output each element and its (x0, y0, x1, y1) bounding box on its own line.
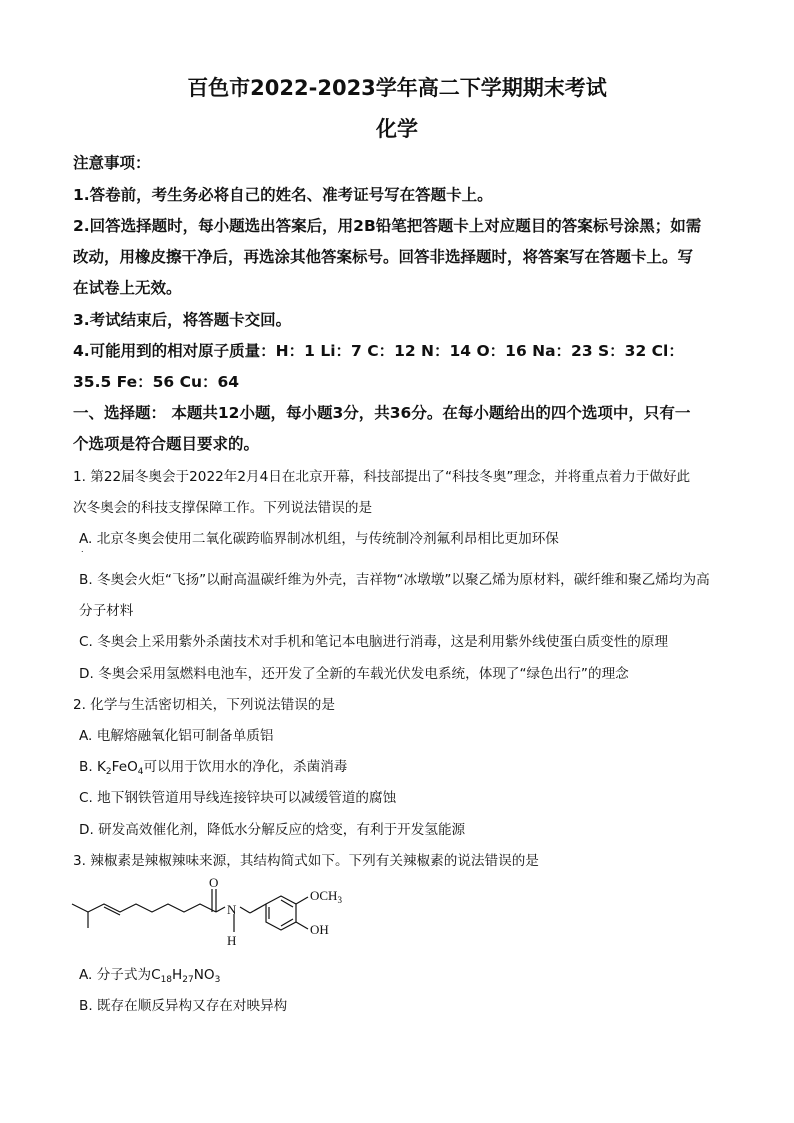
q1-stem-line-1: 1. 第22届冬奥会于2022年2月4日在北京开幕，科技部提出了“科技冬奥”理念，并将重点着力于做好此 (73, 469, 691, 485)
subject-title: 化学 (376, 117, 418, 141)
section-1-line-1: 一、选择题： 本题共12小题，每小题3分，共36分。在每小题给出的四个选项中，只有一 (73, 404, 691, 422)
q2-option-b: B. $K_2FeO_4$可以用于饮用水的净化，杀菌消毒 (79, 759, 348, 777)
q3-option-b: B. 既存在顺反异构又存在对映异构 (79, 998, 288, 1014)
stray-dot-mark: . (81, 545, 84, 554)
q2-stem: 2. 化学与生活密切相关，下列说法错误的是 (73, 697, 335, 713)
carbon-skeleton (72, 889, 308, 932)
q1-option-c: C. 冬奥会上采用紫外杀菌技术对手机和笔记本电脑进行消毒，这是利用紫外线使蛋白质变性的原理 (79, 634, 669, 650)
q2-option-d: D. 研发高效催化剂，降低水分解反应的焓变，有利于开发氢能源 (79, 822, 466, 838)
hydroxyl-group-label: OH (310, 922, 329, 937)
notice-item-1: 1.答卷前，考生务必将自己的姓名、准考证号写在答题卡上。 (73, 186, 493, 204)
carbonyl-oxygen-label: O (209, 875, 219, 890)
notice-item-3: 3.考试结束后，将答题卡交回。 (73, 311, 292, 329)
notice-item-2-line-1: 2.回答选择题时，每小题选出答案后，用2B铅笔把答题卡上对应题目的答案标号涂黑；如需 (73, 217, 702, 235)
notice-item-2-line-3: 在试卷上无效。 (73, 279, 182, 297)
q2-option-a: A. 电解熔融氧化铝可制备单质铝 (79, 728, 274, 744)
notice-item-2-line-2: 改动，用橡皮擦干净后，再选涂其他答案标号。回答非选择题时，将答案写在答题卡上。写 (73, 248, 694, 266)
q1-stem-line-2: 次冬奥会的科技支撑保障工作。下列说法错误的是 (73, 500, 373, 516)
q3-option-a: A. 分子式为$C_{18}H_{27}NO_3$ (79, 967, 221, 985)
q1-option-d: D. 冬奥会采用氢燃料电池车，还开发了全新的车载光伏发电系统，体现了“绿色出行”的理念 (79, 666, 629, 682)
notice-item-4-line-2: 35.5 Fe：56 Cu：64 (73, 373, 240, 391)
q1-option-b-line-1: B. 冬奥会火炬“飞扬”以耐高温碳纤维为外壳，吉祥物“冰墩墩”以聚乙烯为原材料，碳纤维和聚乙烯均为高 (79, 572, 710, 588)
q2-option-c: C. 地下钢铁管道用导线连接锌块可以减缓管道的腐蚀 (79, 790, 397, 806)
q1-option-b-line-2: 分子材料 (79, 603, 134, 619)
notice-item-4-line-1: 4.可能用到的相对原子质量：H：1 Li：7 C：12 N：14 O：16 Na：23 S：32 Cl： (73, 342, 684, 360)
section-1-line-2: 个选项是符合题目要求的。 (73, 435, 260, 453)
notice-heading: 注意事项： (73, 154, 151, 172)
q1-option-a: A. 北京冬奥会使用二氧化碳跨临界制冰机组，与传统制冷剂氟利昂相比更加环保 (79, 531, 559, 547)
exam-title: 百色市2022-2023学年高二下学期期末考试 (187, 76, 607, 100)
capsaicin-structure-diagram (66, 872, 366, 954)
nitrogen-label: N (227, 902, 237, 917)
methoxy-group-label: $OCH_3$ (310, 888, 342, 905)
amide-hydrogen-label: H (227, 933, 237, 948)
q3-stem: 3. 辣椒素是辣椒辣味来源，其结构简式如下。下列有关辣椒素的说法错误的是 (73, 853, 539, 869)
